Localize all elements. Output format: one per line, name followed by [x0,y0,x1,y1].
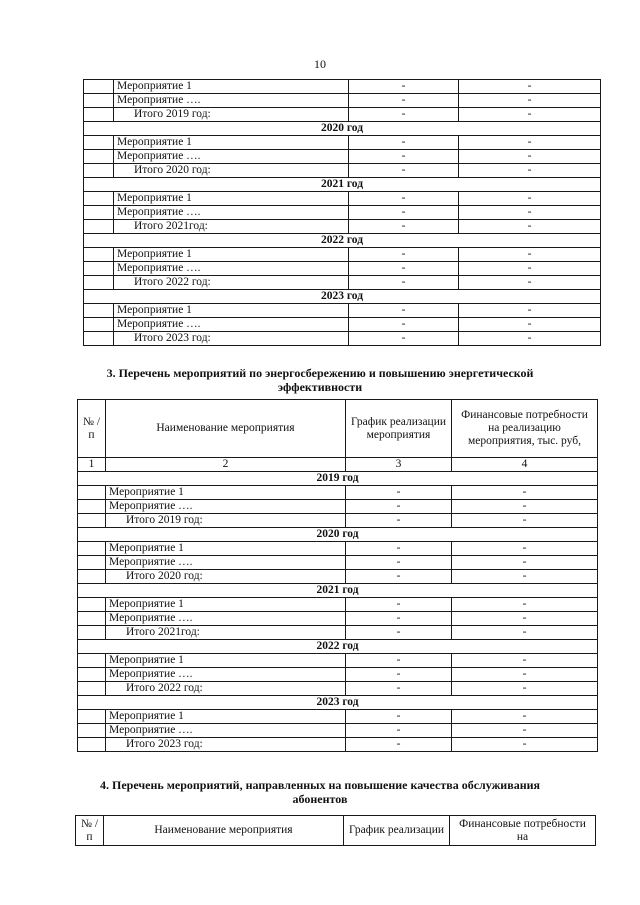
schedule-cell: - [346,626,452,640]
finance-cell: - [459,276,601,290]
finance-cell: - [452,612,598,626]
schedule-cell: - [346,654,452,668]
finance-cell: - [459,80,601,94]
activity-name: Мероприятие …. [114,94,349,108]
table-row [84,80,601,94]
finance-cell: - [459,318,601,332]
row-num-cell [84,164,114,178]
schedule-cell: - [346,542,452,556]
schedule-cell: - [349,164,459,178]
activity-name: Мероприятие 1 [114,248,349,262]
total-label: Итого 2019 год: [114,108,349,122]
schedule-cell: - [349,108,459,122]
schedule-cell: - [349,304,459,318]
total-row [78,682,598,696]
schedule-cell: - [346,570,452,584]
schedule-cell: - [349,192,459,206]
row-num-cell [78,654,106,668]
year-label: 2022 год [78,640,598,654]
row-num-cell [84,332,114,346]
activity-name: Мероприятие …. [106,724,346,738]
row-num-cell [84,80,114,94]
row-num-cell [78,668,106,682]
total-row [84,332,601,346]
finance-cell: - [452,598,598,612]
activity-name: Мероприятие …. [106,556,346,570]
finance-cell: - [452,570,598,584]
row-num-cell [84,94,114,108]
schedule-cell: - [346,668,452,682]
total-label: Итого 2021год: [106,626,346,640]
row-num-cell [78,570,106,584]
finance-cell: - [452,626,598,640]
row-num-cell [78,598,106,612]
page-number: 10 [314,57,326,71]
finance-cell: - [452,514,598,528]
finance-cell: - [459,262,601,276]
row-num-cell [78,724,106,738]
schedule-cell: - [349,220,459,234]
row-num-cell [78,682,106,696]
activity-name: Мероприятие 1 [106,710,346,724]
schedule-cell: - [346,514,452,528]
row-num-cell [78,556,106,570]
finance-cell: - [452,500,598,514]
schedule-cell: - [349,276,459,290]
row-num-cell [78,710,106,724]
row-num-cell [78,738,106,752]
total-row [84,164,601,178]
schedule-cell: - [349,80,459,94]
row-num-cell [84,262,114,276]
total-label: Итого 2020 год: [106,570,346,584]
section-3-heading-line2: эффективности [277,380,363,394]
table-row [78,668,598,682]
row-num-cell [84,150,114,164]
header-name: Наименование мероприятия [106,400,346,458]
finance-cell: - [452,556,598,570]
year-label: 2020 год [78,528,598,542]
activity-name: Мероприятие …. [114,150,349,164]
finance-cell: - [452,486,598,500]
table-section-4 [75,815,596,846]
year-row [84,122,601,136]
year-row [84,178,601,192]
col-number-2: 2 [106,458,346,472]
schedule-cell: - [349,94,459,108]
col-number-1: 1 [78,458,106,472]
year-row [78,528,598,542]
finance-cell: - [459,220,601,234]
row-num-cell [84,220,114,234]
year-row [78,584,598,598]
finance-cell: - [452,710,598,724]
row-num-cell [84,206,114,220]
total-label: Итого 2019 год: [106,514,346,528]
schedule-cell: - [346,738,452,752]
row-num-cell [84,318,114,332]
activity-name: Мероприятие 1 [114,136,349,150]
year-row [84,234,601,248]
total-label: Итого 2023 год: [106,738,346,752]
schedule-cell: - [349,136,459,150]
finance-cell: - [459,164,601,178]
year-row [78,472,598,486]
table-row [78,612,598,626]
table-row [78,710,598,724]
col-number-3: 3 [346,458,452,472]
finance-cell: - [452,724,598,738]
table-row [78,654,598,668]
row-num-cell [78,500,106,514]
activity-name: Мероприятие 1 [114,80,349,94]
total-row [84,220,601,234]
table-row [78,486,598,500]
table-row [84,318,601,332]
year-label: 2021 год [78,584,598,598]
section-4-heading-line2: абонентов [292,792,348,806]
table-row [78,724,598,738]
schedule-cell: - [349,332,459,346]
activity-name: Мероприятие …. [114,318,349,332]
row-num-cell [84,276,114,290]
table-row [84,136,601,150]
schedule-cell: - [346,598,452,612]
year-label: 2022 год [84,234,601,248]
total-label: Итого 2021год: [114,220,349,234]
activity-name: Мероприятие …. [106,668,346,682]
schedule-cell: - [346,486,452,500]
col-number-4: 4 [452,458,598,472]
year-label: 2019 год [78,472,598,486]
header-schedule: График реализации [344,816,450,846]
activity-name: Мероприятие 1 [106,654,346,668]
schedule-cell: - [349,206,459,220]
total-row [84,276,601,290]
row-num-cell [78,514,106,528]
finance-cell: - [452,682,598,696]
finance-cell: - [459,108,601,122]
row-num-cell [84,304,114,318]
schedule-cell: - [346,612,452,626]
year-label: 2020 год [84,122,601,136]
schedule-cell: - [349,318,459,332]
table-row [84,304,601,318]
table-section-3 [77,399,598,752]
table-row [84,206,601,220]
table-row [78,500,598,514]
total-row [78,626,598,640]
total-row [78,514,598,528]
finance-cell: - [459,304,601,318]
table-section-2-continued [83,79,601,346]
year-label: 2023 год [84,290,601,304]
header-finance: Финансовые потребности на [450,816,596,846]
row-num-cell [78,626,106,640]
header-finance: Финансовые потребности на реализацию мероприятия, тыс. руб, [452,400,598,458]
table-row [78,598,598,612]
finance-cell: - [459,94,601,108]
section-3-heading [0,366,640,394]
table-row [78,556,598,570]
finance-cell: - [452,668,598,682]
finance-cell: - [452,654,598,668]
row-num-cell [84,192,114,206]
schedule-cell: - [346,724,452,738]
table-row [78,542,598,556]
table-row [84,150,601,164]
finance-cell: - [459,248,601,262]
activity-name: Мероприятие …. [114,262,349,276]
finance-cell: - [459,136,601,150]
header-num: № /п [78,400,106,458]
table-row [84,262,601,276]
schedule-cell: - [346,500,452,514]
row-num-cell [78,542,106,556]
schedule-cell: - [346,556,452,570]
schedule-cell: - [346,682,452,696]
total-row [78,738,598,752]
table-row [84,248,601,262]
row-num-cell [84,136,114,150]
finance-cell: - [459,206,601,220]
table-row [84,94,601,108]
activity-name: Мероприятие …. [106,500,346,514]
year-row [78,640,598,654]
activity-name: Мероприятие 1 [106,598,346,612]
total-label: Итого 2022 год: [114,276,349,290]
total-label: Итого 2022 год: [106,682,346,696]
activity-name: Мероприятие …. [106,612,346,626]
year-label: 2023 год [78,696,598,710]
finance-cell: - [452,738,598,752]
total-label: Итого 2020 год: [114,164,349,178]
year-row [78,696,598,710]
year-row [84,290,601,304]
finance-cell: - [452,542,598,556]
year-label: 2021 год [84,178,601,192]
activity-name: Мероприятие 1 [114,192,349,206]
section-3-heading-line1: 3. Перечень мероприятий по энергосбережению и повышению энергетической [106,366,534,380]
total-row [84,108,601,122]
row-num-cell [84,248,114,262]
header-name: Наименование мероприятия [104,816,344,846]
header-schedule: График реализации мероприятия [346,400,452,458]
section-4-heading [0,778,640,806]
total-row [78,570,598,584]
row-num-cell [84,108,114,122]
schedule-cell: - [346,710,452,724]
schedule-cell: - [349,248,459,262]
row-num-cell [78,486,106,500]
finance-cell: - [459,150,601,164]
schedule-cell: - [349,150,459,164]
activity-name: Мероприятие 1 [114,304,349,318]
table-row [84,192,601,206]
total-label: Итого 2023 год: [114,332,349,346]
header-num: № /п [76,816,104,846]
section-4-heading-line1: 4. Перечень мероприятий, направленных на повышение качества обслуживания [99,778,541,792]
activity-name: Мероприятие …. [114,206,349,220]
row-num-cell [78,612,106,626]
finance-cell: - [459,192,601,206]
activity-name: Мероприятие 1 [106,486,346,500]
activity-name: Мероприятие 1 [106,542,346,556]
finance-cell: - [459,332,601,346]
schedule-cell: - [349,262,459,276]
